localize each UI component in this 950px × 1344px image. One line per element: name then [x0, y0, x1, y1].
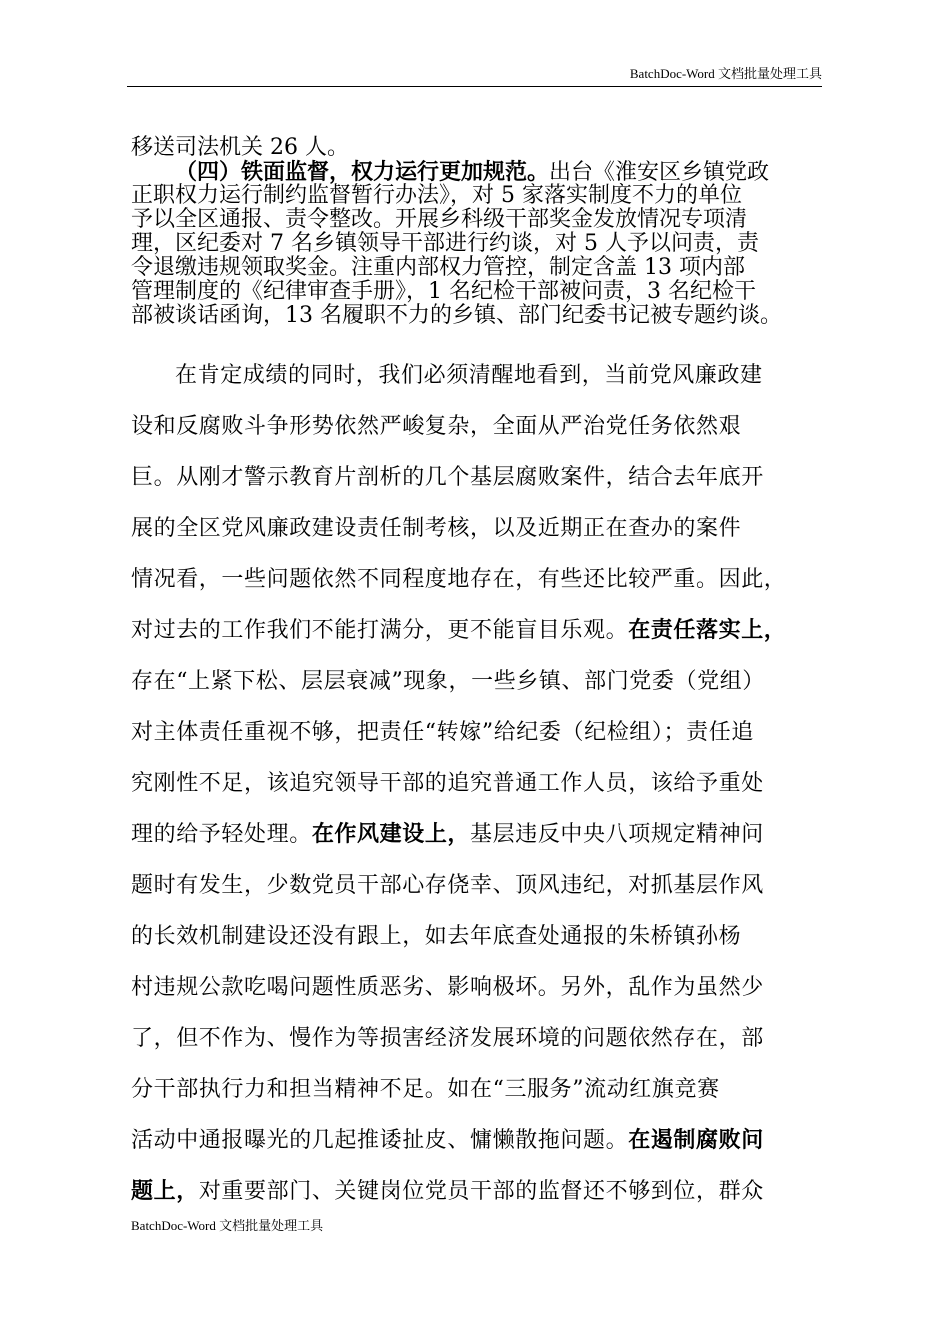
dense-paragraphs — [131, 136, 831, 328]
text-line: 令退缴违规领取奖金。注重内部权力管控，制定含盖 13 项内部 — [131, 255, 745, 280]
text-line: 分干部执行力和担当精神不足。如在“三服务”流动红旗竞赛 — [131, 1077, 720, 1102]
bold-phrase: 题上， — [131, 1178, 199, 1204]
text-line: 巨。从刚才警示教育片剖析的几个基层腐败案件，结合去年底开 — [131, 465, 764, 490]
text-line: 正职权力运行制约监督暂行办法》，对 5 家落实制度不力的单位 — [131, 183, 742, 208]
text-line: 在肯定成绩的同时，我们必须清醒地看到，当前党风廉政建 — [175, 363, 763, 388]
bold-phrase: 在作风建设上， — [311, 821, 471, 847]
text-line: 对过去的工作我们不能打满分，更不能盲目乐观。在责任落实上， — [131, 617, 787, 643]
text-line: 题上，对重要部门、关键岗位党员干部的监督还不够到位，群众 — [131, 1178, 764, 1204]
text-line: 对主体责任重视不够，把责任“转嫁”给纪委（纪检组）；责任追 — [131, 720, 754, 745]
text-line: 情况看，一些问题依然不同程度地存在，有些还比较严重。因此， — [131, 567, 787, 592]
text-line: 的长效机制建设还没有跟上，如去年底查处通报的朱桥镇孙杨 — [131, 924, 742, 949]
page-footer — [131, 1218, 323, 1234]
text-line: 理，区纪委对 7 名乡镇领导干部进行约谈，对 5 人予以问责，责 — [131, 231, 759, 256]
text-line: 了，但不作为、慢作为等损害经济发展环境的问题依然存在，部 — [131, 1026, 764, 1051]
text-line: 予以全区通报、责令整改。开展乡科级干部奖金发放情况专项清 — [131, 207, 748, 232]
page-header — [127, 0, 822, 87]
body-paragraph — [131, 350, 831, 1217]
text-line: 存在“上紧下松、层层衰减”现象，一些乡镇、部门党委（党组） — [131, 669, 765, 694]
text-line: （四）铁面监督，权力运行更加规范。出台《淮安区乡镇党政 — [175, 159, 770, 185]
text-line: 理的给予轻处理。在作风建设上，基层违反中央八项规定精神问 — [131, 821, 764, 847]
text-line: 移送司法机关 26 人。 — [131, 135, 349, 160]
text-line: 展的全区党风廉政建设责任制考核，以及近期正在查办的案件 — [131, 516, 742, 541]
text-line: 管理制度的《纪律审查手册》，1 名纪检干部被问责，3 名纪检干 — [131, 279, 756, 304]
section-heading: （四）铁面监督，权力运行更加规范。 — [175, 159, 550, 185]
text-line: 究刚性不足，该追究领导干部的追究普通工作人员，该给予重处 — [131, 771, 764, 796]
text-line: 村违规公款吃喝问题性质恶劣、影响极坏。另外，乱作为虽然少 — [131, 975, 764, 1000]
bold-phrase: 在遏制腐败问 — [628, 1127, 764, 1153]
text-line: 设和反腐败斗争形势依然严峻复杂，全面从严治党任务依然艰 — [131, 414, 742, 439]
bold-phrase: 在责任落实上， — [628, 617, 787, 643]
footer-text: BatchDoc-Word 文档批量处理工具 — [131, 1218, 324, 1233]
text-line: 部被谈话函询，13 名履职不力的乡镇、部门纪委书记被专题约谈。 — [131, 303, 782, 328]
text-line: 题时有发生，少数党员干部心存侥幸、顶风违纪，对抓基层作风 — [131, 873, 764, 898]
text-line: 活动中通报曝光的几起推诿扯皮、慵懒散拖问题。在遏制腐败问 — [131, 1127, 764, 1153]
header-text: BatchDoc-Word 文档批量处理工具 — [629, 66, 822, 81]
